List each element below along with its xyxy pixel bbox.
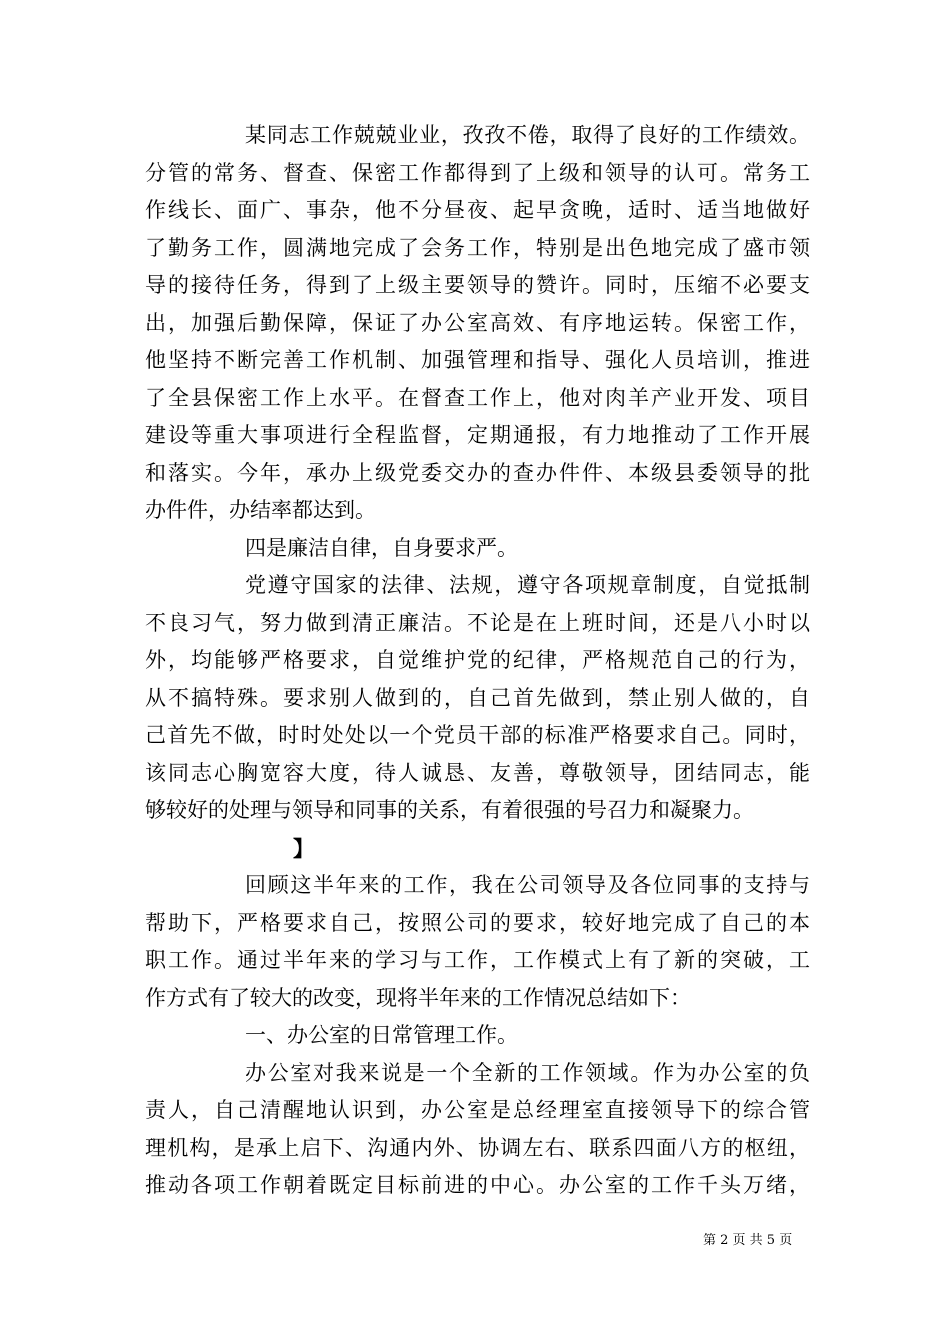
document-body [145,117,810,1205]
text-line: 分管的常务、督查、保密工作都得到了上级和领导的认可。常务工 [145,160,810,185]
text-line: 理机构，是承上启下、沟通内外、协调左右、联系四面八方的枢纽， [145,1135,810,1160]
text-line: 办公室对我来说是一个全新的工作领域。作为办公室的负 [245,1060,810,1085]
text-line: 一、办公室的日常管理工作。 [245,1023,518,1047]
paragraph [145,530,810,568]
text-line: 党遵守国家的法律、法规，遵守各项规章制度，自觉抵制 [245,573,810,597]
bracket-mark: 】 [293,835,314,861]
text-line: 了勤务工作，圆满地完成了会务工作，特别是出色地完成了盛市领 [145,235,810,260]
text-line: 出，加强后勤保障，保证了办公室高效、有序地运转。保密工作， [145,310,810,335]
text-line: 外，均能够严格要求，自觉维护党的纪律，严格规范自己的行为， [145,648,810,672]
page-number-footer: 第 2 页 共 5 页 [703,1233,793,1248]
text-line: 建设等重大事项进行全程监督，定期通报，有力地推动了工作开展 [145,423,810,447]
text-line: 职工作。通过半年来的学习与工作，工作模式上有了新的突破，工 [145,948,810,972]
text-line: 导的接待任务，得到了上级主要领导的赞许。同时，压缩不必要支 [145,273,810,297]
paragraph [145,1017,810,1055]
text-line: 四是廉洁自律，自身要求严。 [245,535,518,560]
paragraph [145,117,810,530]
paragraph [145,1055,810,1205]
text-line: 回顾这半年来的工作，我在公司领导及各位同事的支持与 [245,873,810,897]
text-line: 他坚持不断完善工作机制、加强管理和指导、强化人员培训，推进 [145,348,810,372]
text-line: 责人，自己清醒地认识到，办公室是总经理室直接领导下的综合管 [145,1098,810,1122]
text-line: 某同志工作兢兢业业，孜孜不倦，取得了良好的工作绩效。 [245,123,810,147]
text-line: 作线长、面广、事杂，他不分昼夜、起早贪晚，适时、适当地做好 [145,198,810,222]
text-line: 和落实。今年，承办上级党委交办的查办件件、本级县委领导的批 [145,460,810,485]
text-line: 帮助下，严格要求自己，按照公司的要求，较好地完成了自己的本 [145,910,810,935]
text-line: 该同志心胸宽容大度，待人诚恳、友善，尊敬领导，团结同志，能 [145,760,810,785]
text-line: 从不搞特殊。要求别人做到的，自己首先做到，禁止别人做的，自 [145,685,810,710]
paragraph [145,567,810,830]
text-line: 推动各项工作朝着既定目标前进的中心。办公室的工作千头万绪， [145,1173,810,1197]
paragraph [145,867,810,1017]
text-line: 了全县保密工作上水平。在督查工作上，他对肉羊产业开发、项目 [145,385,810,410]
text-line: 不良习气，努力做到清正廉洁。不论是在上班时间，还是八小时以 [145,610,810,635]
text-line: 办件件，办结率都达到。 [145,498,376,522]
text-line: 作方式有了较大的改变，现将半年来的工作情况总结如下： [145,985,691,1010]
text-line: 够较好的处理与领导和同事的关系，有着很强的号召力和凝聚力。 [145,798,754,822]
paragraph [145,830,810,868]
text-line: 己首先不做，时时处处以一个党员干部的标准严格要求自己。同时， [145,723,810,747]
